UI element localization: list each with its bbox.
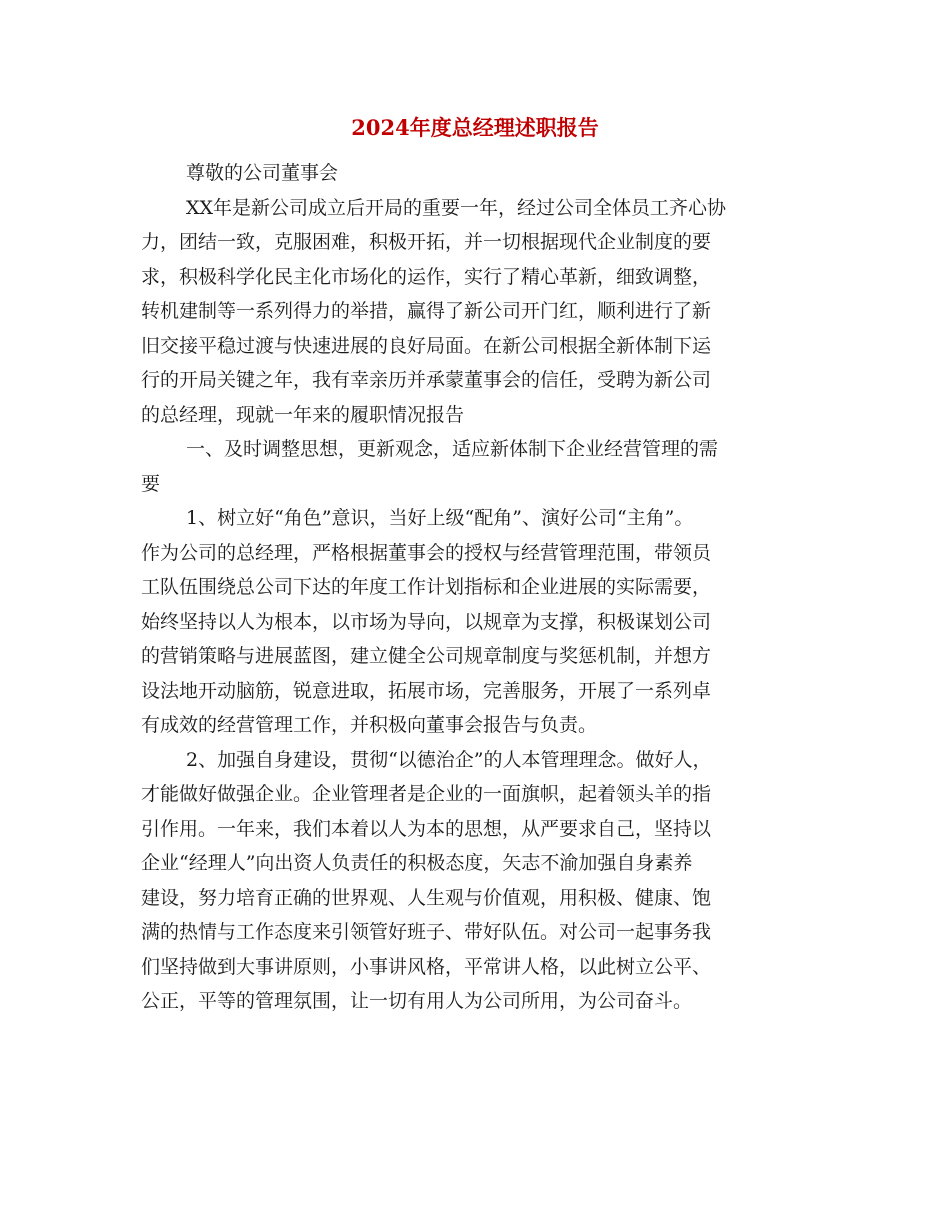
body-line: 始终坚持以人为根本，以市场为导向，以规章为支撑，积极谋划公司 — [141, 610, 712, 633]
body-line: 1、树立好“角色”意识，当好上级“配角”、演好公司“主角”。 — [186, 507, 694, 529]
body-line: 要 — [141, 472, 161, 495]
body-line: 企业“经理人”向出资人负责任的积极态度，矢志不渝加强自身素养 — [141, 852, 693, 874]
body-line: 求，积极科学化民主化市场化的运作，实行了精心革新，细致调整， — [141, 265, 712, 288]
body-line: XX年是新公司成立后开局的重要一年，经过公司全体员工齐心协 — [186, 196, 727, 219]
body-line: 工队伍围绕总公司下达的年度工作计划指标和企业进展的实际需要， — [141, 576, 712, 598]
body-line: 作为公司的总经理，严格根据董事会的授权与经营管理范围，带领员 — [141, 541, 712, 564]
body-line: 设法地开动脑筋，锐意进取，拓展市场，完善服务，开展了一系列卓 — [141, 679, 712, 702]
body-line: 建设，努力培育正确的世界观、人生观与价值观，用积极、健康、饱 — [141, 886, 712, 909]
body-line: 才能做好做强企业。企业管理者是企业的一面旗帜，起着领头羊的指 — [141, 783, 712, 805]
body-line: 一、及时调整思想，更新观念，适应新体制下企业经营管理的需 — [186, 438, 719, 460]
body-line: 公正，平等的管理氛围，让一切有用人为公司所用，为公司奋斗。 — [141, 990, 693, 1012]
body-line: 的营销策略与进展蓝图，建立健全公司规章制度与奖惩机制，并想方 — [141, 645, 712, 667]
body-line: 力，团结一致，克服困难，积极开拓，并一切根据现代企业制度的要 — [141, 231, 712, 253]
body-line: 们坚持做到大事讲原则，小事讲风格，平常讲人格，以此树立公平、 — [141, 955, 712, 978]
body-line: 行的开局关键之年，我有幸亲历并承蒙董事会的信任，受聘为新公司 — [141, 369, 712, 391]
body-line: 引作用。一年来，我们本着以人为本的思想，从严要求自己，坚持以 — [141, 817, 712, 840]
body-line: 2、加强自身建设，贯彻“以德治企”的人本管理理念。做好人， — [186, 748, 712, 771]
document-title: 2024年度总经理述职报告 — [351, 115, 599, 140]
body-line: 满的热情与工作态度来引领管好班子、带好队伍。对公司一起事务我 — [141, 921, 712, 943]
body-line: 尊敬的公司董事会 — [186, 162, 339, 184]
body-line: 旧交接平稳过渡与快速进展的良好局面。在新公司根据全新体制下运 — [141, 334, 712, 357]
body-line: 的总经理，现就一年来的履职情况报告 — [141, 403, 465, 426]
body-line: 转机建制等一系列得力的举措，赢得了新公司开门红，顺利进行了新 — [141, 300, 712, 322]
body-line: 有成效的经营管理工作，并积极向董事会报告与负责。 — [141, 714, 598, 736]
